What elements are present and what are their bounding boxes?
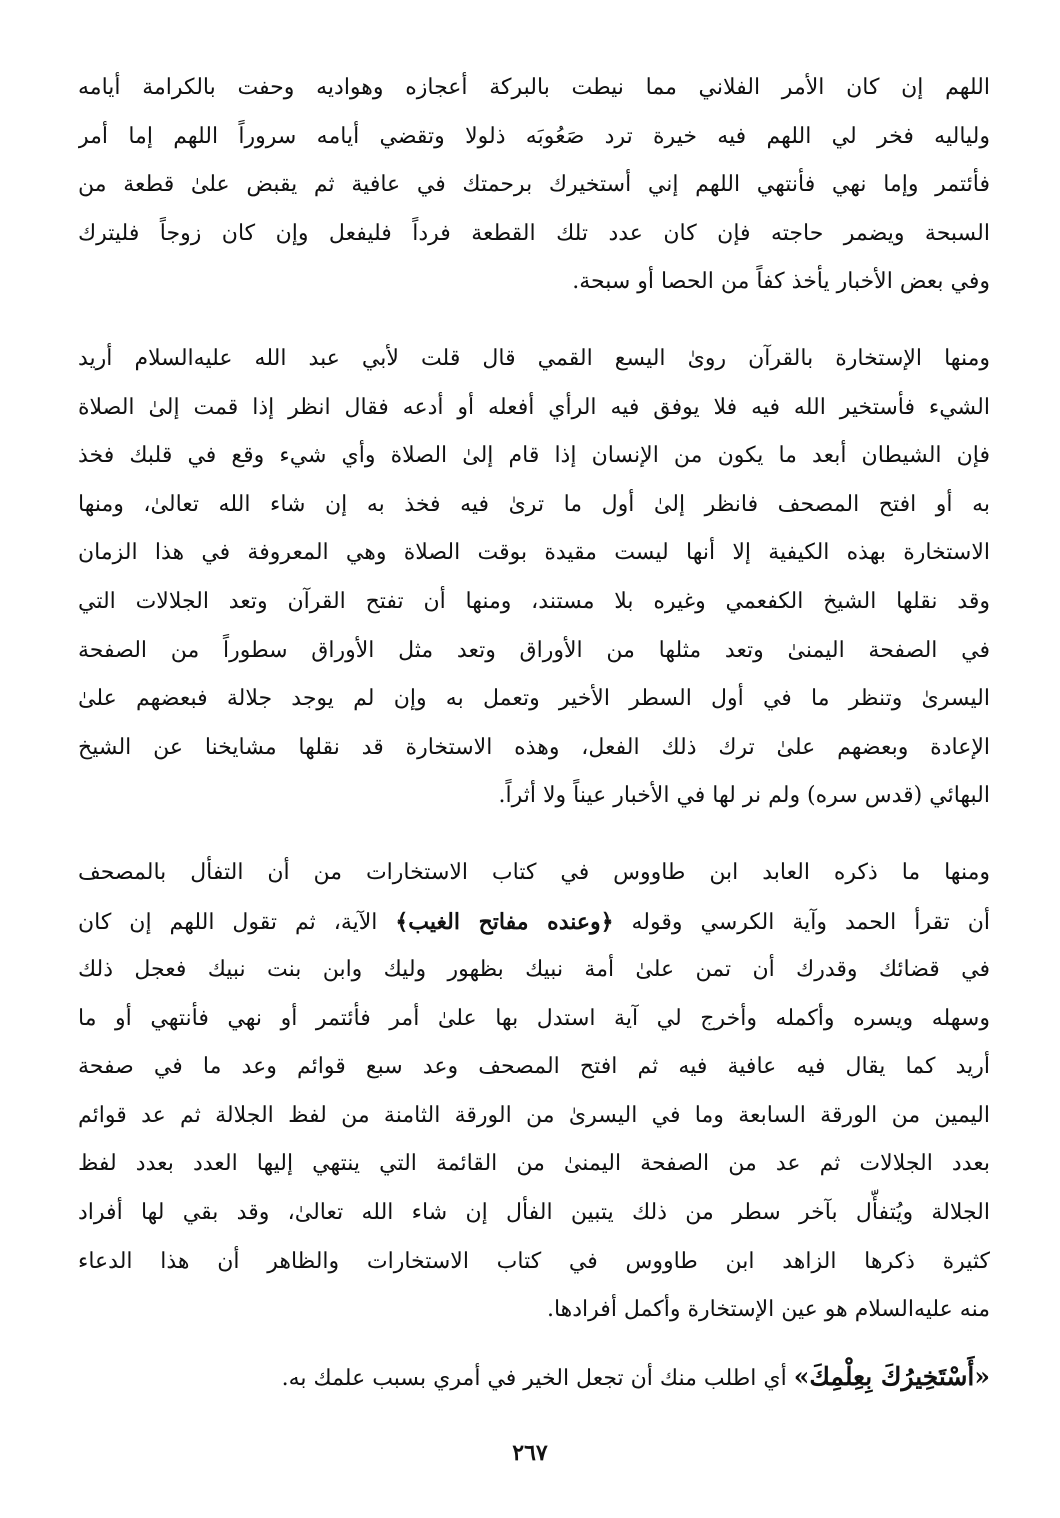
text-line: البهائي (قدس سره) ولم نر لها في الأخبار عيناً ولا أثراً. [498,783,990,809]
text-line: اليمين من الورقة السابعة وما في اليسرىٰ من الورقة الثامنة من لفظ الجلالة ثم عد قوائم [78,1102,990,1128]
text-line [78,1353,990,1402]
paragraph-2 [78,335,990,821]
text-line: الإعادة وبعضهم علىٰ ترك ذلك الفعل، وهذه الاستخارة قد نقلها مشايخنا عن الشيخ [78,734,990,760]
paragraph-3 [78,849,990,1335]
text-line: وسهله ويسره وأكمله وأخرج لي آية استدل بها علىٰ أمر فأئتمر أو نهي فأنتهي أو ما [78,1005,990,1031]
paragraph-spacer [78,307,990,335]
text-line: اليسرىٰ وتنظر ما في أول السطر الأخير وتعمل به وإن لم يوجد جلالة فبعضهم علىٰ [78,686,990,712]
text-line: فأئتمر وإما نهي فأنتهي اللهم إني أستخيرك برحمتك في عافية ثم يقبض علىٰ قطعة من [78,172,990,198]
text-line: وقد نقلها الشيخ الكفعمي وغيره بلا مستند، ومنها أن تفتح القرآن وتعد الجلالات التي [78,588,990,614]
text-line: به أو افتح المصحف فانظر إلىٰ أول ما ترىٰ فيه فخذ به إن شاء الله تعالىٰ، ومنها [78,491,990,517]
text-line: منه عليه‌السلام هو عين الإستخارة وأكمل أفرادها. [546,1297,990,1323]
text-line: الاستخارة بهذه الكيفية إلا أنها ليست مقيدة بوقت الصلاة وهي المعروفة في هذا الزمان [78,540,990,566]
text-line: بعدد الجلالات ثم عد من الصفحة اليمنىٰ من القائمة التي ينتهي إليها العدد بعدد لفظ [78,1151,990,1177]
quran-quote: ﴿وعنده مفاتح الغيب﴾ [395,908,614,935]
text-line: السبحة ويضمر حاجته فإن كان عدد تلك القطعة فرداً فليفعل وإن كان زوجاً فليترك [78,220,990,246]
text-fragment: الآية، ثم تقول اللهم إن كان [78,909,396,935]
paragraph-spacer [78,821,990,849]
page-number: ٢٦٧ [512,1440,548,1466]
text-line: ومنها الإستخارة بالقرآن روىٰ اليسع القمي قال قلت لأبي عبد الله عليه‌السلام أريد [78,345,990,371]
text-line: ومنها ما ذكره العابد ابن طاووس في كتاب الاستخارات من أن التفأل بالمصحف [78,859,990,885]
supplication-quote: «أَسْتَخِيرُكَ بِعِلْمِكَ» [793,1361,990,1391]
text-line: وفي بعض الأخبار يأخذ كفاً من الحصا أو سبحة. [572,269,990,295]
text-fragment: أن تقرأ الحمد وآية الكرسي وقوله [613,909,990,935]
text-line [78,898,990,947]
text-line: في قضائك وقدرك أن تمن علىٰ أمة نبيك بظهور وليك وابن بنت نبيك فعجل ذلك [78,957,990,983]
main-text [78,64,990,1401]
text-line: الشيء فأستخير الله فيه فلا يوفق فيه الرأي أفعله أو أدعه فقال انظر إذا قمت إلىٰ الصلاة [78,394,990,420]
text-line: أريد كما يقال فيه عافية فيه ثم افتح المصحف وعد سبع قوائم وعد ما في صفحة [78,1054,990,1080]
text-line: ولياليه فخر لي اللهم فيه خيرة ترد صَعُوبَه ذلولا وتقضي أيامه سروراً اللهم إما أمر [78,123,990,149]
text-line: الجلالة ويُتفأّل بآخر سطر من ذلك يتبين الفأل إن شاء الله تعالىٰ، وقد بقي لها أفراد [78,1200,990,1226]
text-line: كثيرة ذكرها الزاهد ابن طاووس في كتاب الاستخارات والظاهر أن هذا الدعاء [78,1248,990,1274]
text-line: في الصفحة اليمنىٰ وتعد مثلها من الأوراق وتعد مثل الأوراق سطوراً من الصفحة [78,637,990,663]
paragraph-4 [78,1353,990,1402]
text-fragment: أي اطلب منك أن تجعل الخير في أمري بسبب علمك به. [281,1365,794,1391]
text-line: اللهم إن كان الأمر الفلاني مما نيطت بالبركة أعجازه وهواديه وحفت بالكرامة أيامه [78,75,990,100]
paragraph-spacer [78,1335,990,1353]
paragraph-1 [78,64,990,307]
text-line: فإن الشيطان أبعد ما يكون من الإنسان إذا قام إلىٰ الصلاة وأي شيء وقع في قلبك فخذ [78,443,990,469]
